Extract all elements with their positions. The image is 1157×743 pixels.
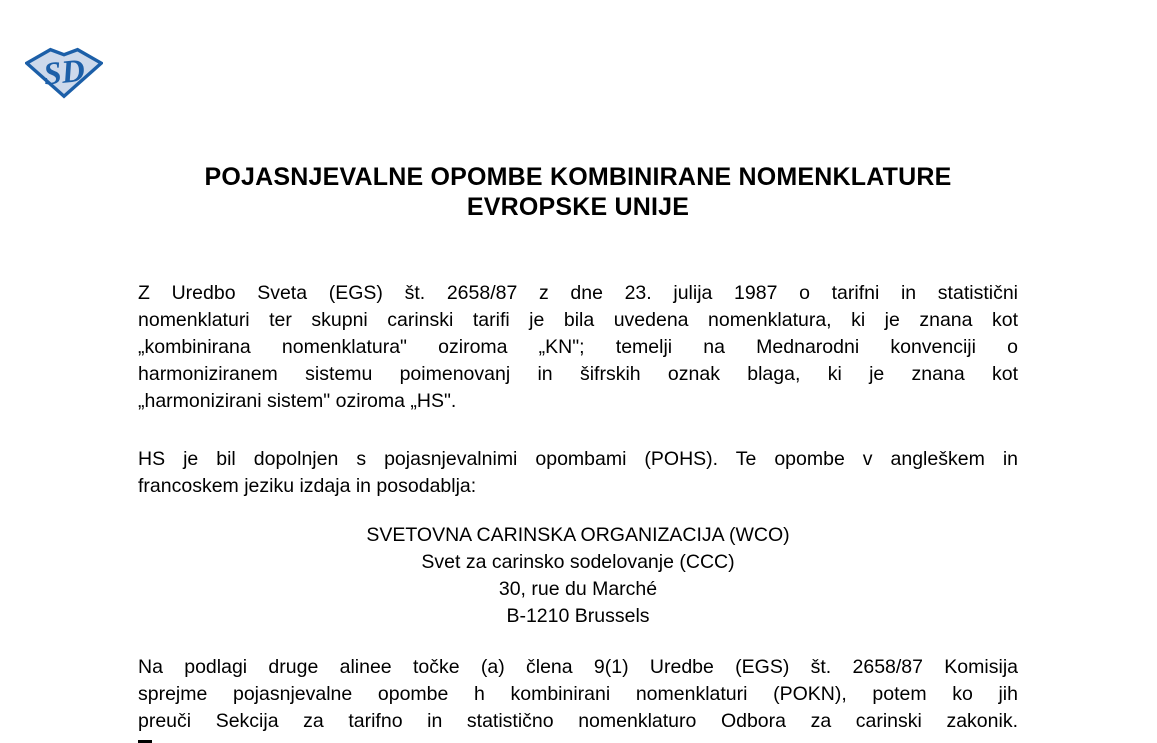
paragraph-intro (138, 280, 1018, 415)
paragraph-hs-note (138, 446, 1018, 500)
paragraph-legal-basis (138, 654, 1018, 735)
wco-council-name: Svet za carinsko sodelovanje (CCC) (421, 551, 735, 573)
sd-diamond-icon (25, 46, 103, 99)
paragraph-intro-line: nomenklaturi ter skupni carinski tarifi je bila uvedena nomenklatura, ki je znana kot (138, 309, 1018, 331)
wco-organization-name: SVETOVNA CARINSKA ORGANIZACIJA (WCO) (366, 524, 790, 546)
paragraph-hs-note-line: francoskem jeziku izdaja in posodablja: (138, 475, 477, 497)
paragraph-intro-line: harmoniziranem sistemu poimenovanj in šifrskih oznak blaga, ki je znana kot (138, 363, 1018, 385)
logo-initials: SD (41, 51, 87, 92)
paragraph-legal-basis-line: Na podlagi druge alinee točke (a) člena 9(1) Uredbe (EGS) št. 2658/87 Komisija (138, 656, 1018, 678)
paragraph-legal-basis-line: sprejme pojasnjevalne opombe h kombinirani nomenklaturi (POKN), potem ko jih (138, 683, 1018, 705)
paragraph-intro-line: „harmonizirani sistem" oziroma „HS". (138, 390, 457, 412)
paragraph-intro-line: Z Uredbo Sveta (EGS) št. 2658/87 z dne 23. julija 1987 o tarifni in statistični (138, 282, 1018, 304)
wco-street-address: 30, rue du Marché (498, 578, 658, 600)
sd-logo (25, 46, 103, 99)
wco-city-address: B-1210 Brussels (506, 605, 650, 627)
document-title (138, 162, 1018, 222)
paragraph-hs-note-line: HS je bil dopolnjen s pojasnjevalnimi opombami (POHS). Te opombe v angleškem in (138, 448, 1018, 470)
paragraph-intro-line: „kombinirana nomenklatura" oziroma „KN"; temelji na Mednarodni konvenciji o (138, 336, 1018, 358)
document-title-line-1: POJASNJEVALNE OPOMBE KOMBINIRANE NOMENKLATURE (204, 163, 952, 191)
document-title-line-2: EVROPSKE UNIJE (466, 193, 690, 221)
paragraph-legal-basis-line: preuči Sekcija za tarifno in statistično nomenklaturo Odbora za carinski zakonik. (138, 710, 1018, 732)
wco-address-block (138, 522, 1018, 630)
